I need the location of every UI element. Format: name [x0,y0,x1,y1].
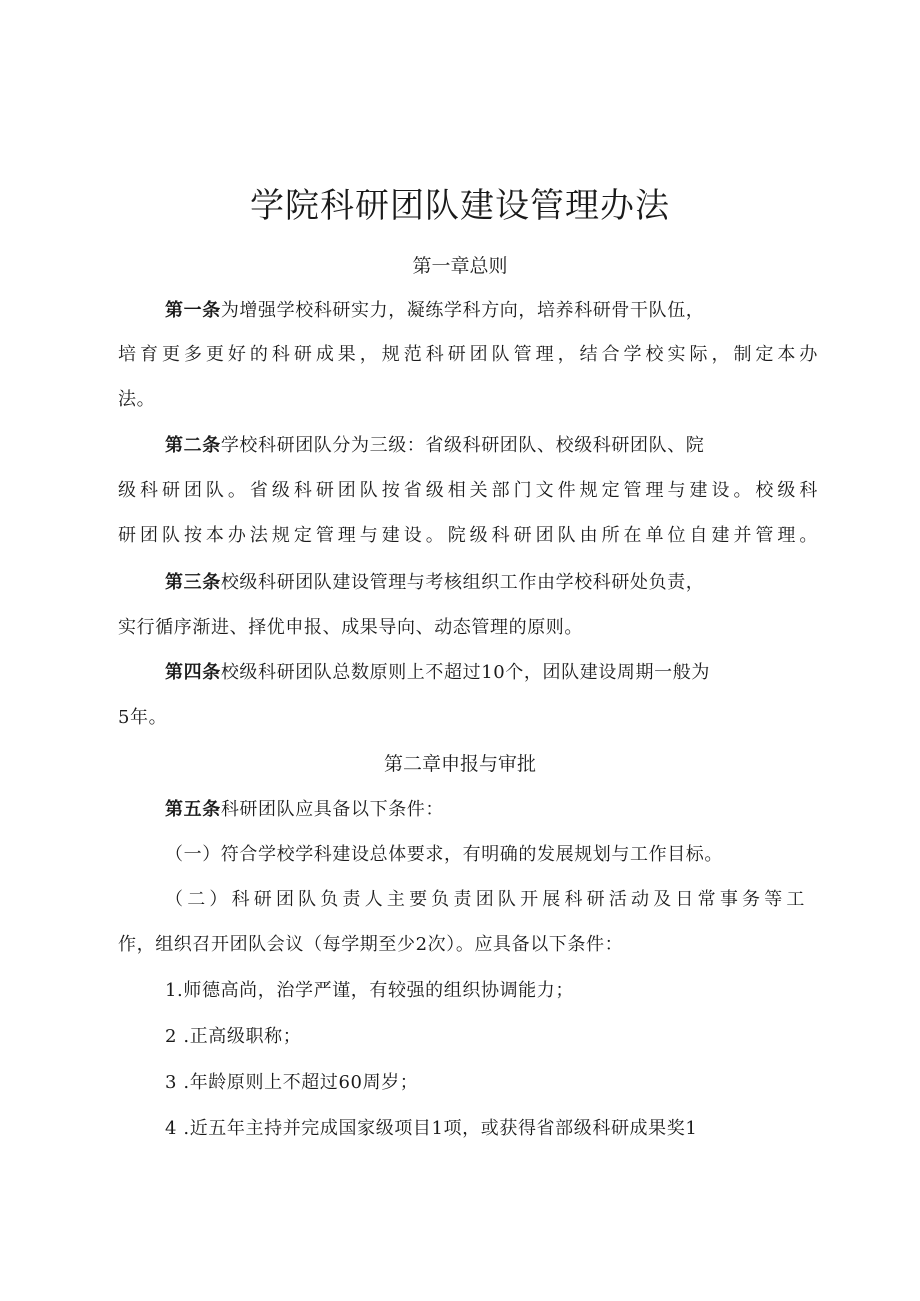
article-4-line-2: 5年。 [118,707,168,728]
sub-item-1: 1.师德高尚，治学严谨，有较强的组织协调能力； [165,980,574,1001]
article-1-label: 第一条 [165,300,221,321]
article-2-line-3: 研团队按本办法规定管理与建设。院级科研团队由所在单位自建并管理。 [118,525,818,546]
document-title: 学院科研团队建设管理办法 [250,186,670,226]
article-2-line-2: 级科研团队。省级科研团队按省级相关部门文件规定管理与建设。校级科 [118,480,818,501]
article-3-line-2: 实行循序渐进、择优申报、成果导向、动态管理的原则。 [118,617,583,638]
sub-item-3: 3 .年龄原则上不超过60周岁； [165,1072,419,1093]
article-5-line-1: 第五条科研团队应具备以下条件： [165,799,445,820]
chapter-heading-2: 第二章申报与审批 [383,753,536,775]
article-4-line-1: 第四条校级科研团队总数原则上不超过10个，团队建设周期一般为 [165,662,710,683]
article-3-label: 第三条 [165,572,221,593]
sub-item-2: 2 .正高级职称； [165,1026,302,1047]
article-2-line-1: 第二条学校科研团队分为三级：省级科研团队、校级科研团队、院 [165,435,705,456]
article-3-line-1: 第三条校级科研团队建设管理与考核组织工作由学校科研处负责， [165,572,705,593]
sub-item-4: 4 .近五年主持并完成国家级项目1项，或获得省部级科研成果奖1 [165,1118,698,1139]
article-2-label: 第二条 [165,435,221,456]
item-2-line-1: （二）科研团队负责人主要负责团队开展科研活动及日常事务等工 [165,889,805,910]
item-2-line-2: 作，组织召开团队会议（每学期至少2次）。应具备以下条件： [118,934,624,955]
article-1-line-3: 法。 [118,389,156,410]
article-4-label: 第四条 [165,662,221,683]
article-1-line-1: 第一条为增强学校科研实力，凝练学科方向，培养科研骨干队伍， [165,300,705,321]
article-5-label: 第五条 [165,799,221,820]
article-1-line-2: 培育更多更好的科研成果，规范科研团队管理，结合学校实际，制定本办 [118,344,818,365]
item-1: （一）符合学校学科建设总体要求，有明确的发展规划与工作目标。 [165,844,723,865]
chapter-heading-1: 第一章总则 [412,255,508,277]
